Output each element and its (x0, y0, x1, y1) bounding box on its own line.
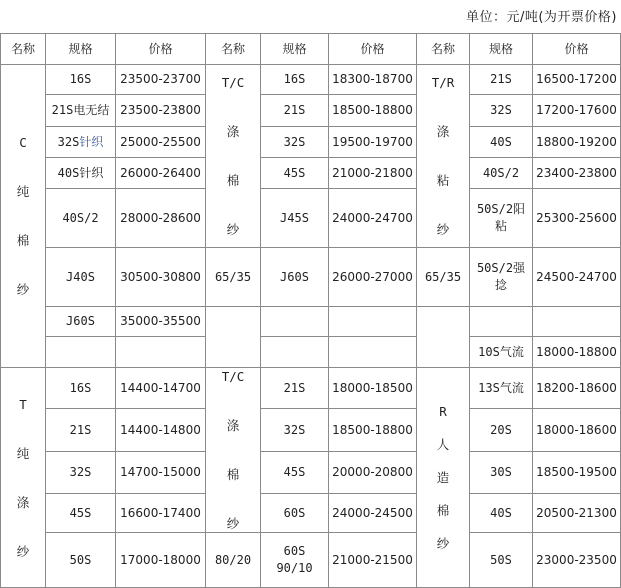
table-row (1, 337, 621, 368)
spec-cell: 40S/2 (470, 158, 533, 189)
spec-cell: 21S (470, 65, 533, 95)
spec-cell: 13S气流 (470, 368, 533, 409)
spec-cell: 21S (46, 409, 116, 452)
table-row (1, 248, 621, 307)
price-cell: 23500-23700 (116, 65, 206, 95)
spec-cell: 32S (470, 95, 533, 127)
category-tc-6535: T/C 涤 棉 纱 (206, 65, 261, 248)
price-cell: 23400-23800 (533, 158, 621, 189)
table-row (1, 127, 621, 158)
price-cell: 24500-24700 (533, 248, 621, 307)
spec-cell: 16S (261, 65, 329, 95)
spec-cell: 21S电无结 (46, 95, 116, 127)
spec-cell: 30S (470, 451, 533, 494)
price-cell: 18500-18800 (329, 95, 417, 127)
table-row (1, 307, 621, 337)
ratio-cell: 80/20 (206, 533, 261, 588)
price-cell: 18000-18500 (329, 368, 417, 409)
spec-cell: 45S (46, 494, 116, 533)
column-header-price: 价格 (116, 34, 206, 65)
table-row (1, 189, 621, 248)
price-cell: 16600-17400 (116, 494, 206, 533)
column-header-spec: 规格 (46, 34, 116, 65)
ratio-cell: 65/35 (206, 248, 261, 307)
table-row (1, 95, 621, 127)
price-cell: 18300-18700 (329, 65, 417, 95)
column-header-name: 名称 (206, 34, 261, 65)
price-cell: 23500-23800 (116, 95, 206, 127)
price-cell: 21000-21500 (329, 533, 417, 588)
spec-cell: 40S (470, 494, 533, 533)
table-row (1, 533, 621, 588)
price-cell: 19500-19700 (329, 127, 417, 158)
spec-cell: 50S (46, 533, 116, 588)
column-header-name: 名称 (1, 34, 46, 65)
spec-cell: J60S (261, 248, 329, 307)
empty-cell (261, 337, 329, 368)
spec-cell: 20S (470, 409, 533, 452)
price-cell: 21000-21800 (329, 158, 417, 189)
category-cotton-c: C 纯 棉 纱 (1, 65, 46, 368)
spec-cell: J40S (46, 248, 116, 307)
table-row (1, 65, 621, 95)
column-header-spec: 规格 (470, 34, 533, 65)
empty-cell (46, 337, 116, 368)
table-header-row (1, 34, 621, 65)
price-cell: 26000-27000 (329, 248, 417, 307)
spec-cell: J45S (261, 189, 329, 248)
price-cell: 25300-25600 (533, 189, 621, 248)
spec-cell: 10S气流 (470, 337, 533, 368)
price-cell: 14700-15000 (116, 451, 206, 494)
column-header-spec: 规格 (261, 34, 329, 65)
spec-cell: J60S (46, 307, 116, 337)
empty-cell (329, 307, 417, 337)
spec-cell: 45S (261, 158, 329, 189)
price-cell: 30500-30800 (116, 248, 206, 307)
price-cell: 25000-25500 (116, 127, 206, 158)
price-cell: 24000-24500 (329, 494, 417, 533)
spec-cell: 60S (261, 494, 329, 533)
spec-cell: 32S (261, 409, 329, 452)
price-cell: 18200-18600 (533, 368, 621, 409)
spec-cell: 32S (261, 127, 329, 158)
empty-cell (206, 307, 261, 368)
spec-cell: 60S 90/10 (261, 533, 329, 588)
price-cell: 14400-14700 (116, 368, 206, 409)
table-row (1, 451, 621, 494)
price-cell: 20500-21300 (533, 494, 621, 533)
column-header-price: 价格 (533, 34, 621, 65)
empty-cell (470, 307, 533, 337)
price-cell: 28000-28600 (116, 189, 206, 248)
price-cell: 23000-23500 (533, 533, 621, 588)
spec-cell: 45S (261, 451, 329, 494)
price-cell: 35000-35500 (116, 307, 206, 337)
price-cell: 26000-26400 (116, 158, 206, 189)
spec-cell: 50S/2阳 粘 (470, 189, 533, 248)
spec-cell: 32S针织 (46, 127, 116, 158)
spec-cell: 50S (470, 533, 533, 588)
table-row (1, 158, 621, 189)
spec-cell: 40S/2 (46, 189, 116, 248)
spec-cell: 40S (470, 127, 533, 158)
category-tc-8020: T/C 涤 棉 纱 (206, 368, 261, 533)
column-header-price: 价格 (329, 34, 417, 65)
spec-cell: 21S (261, 368, 329, 409)
spec-cell: 40S针织 (46, 158, 116, 189)
empty-cell (116, 337, 206, 368)
price-cell: 14400-14800 (116, 409, 206, 452)
empty-cell (261, 307, 329, 337)
price-cell: 18500-18800 (329, 409, 417, 452)
spec-cell: 21S (261, 95, 329, 127)
table-row (1, 368, 621, 409)
empty-cell (329, 337, 417, 368)
price-cell: 17200-17600 (533, 95, 621, 127)
price-cell: 18500-19500 (533, 451, 621, 494)
price-cell: 18000-18600 (533, 409, 621, 452)
spec-cell: 16S (46, 65, 116, 95)
table-row (1, 494, 621, 533)
category-polyester-t: T 纯 涤 纱 (1, 368, 46, 588)
price-cell: 16500-17200 (533, 65, 621, 95)
spec-cell: 50S/2强 捻 (470, 248, 533, 307)
price-cell: 20000-20800 (329, 451, 417, 494)
ratio-cell: 65/35 (417, 248, 470, 307)
empty-cell (533, 307, 621, 337)
price-cell: 24000-24700 (329, 189, 417, 248)
spec-cell: 16S (46, 368, 116, 409)
table-row (1, 409, 621, 452)
empty-cell (417, 307, 470, 368)
price-cell: 17000-18000 (116, 533, 206, 588)
unit-note: 单位：元/吨(为开票价格) (465, 10, 617, 25)
column-header-name: 名称 (417, 34, 470, 65)
price-cell: 18000-18800 (533, 337, 621, 368)
category-rayon-r: R 人 造 棉 纱 (417, 368, 470, 588)
price-cell: 18800-19200 (533, 127, 621, 158)
price-table (0, 33, 621, 588)
spec-cell: 32S (46, 451, 116, 494)
category-tr-6535: T/R 涤 粘 纱 (417, 65, 470, 248)
